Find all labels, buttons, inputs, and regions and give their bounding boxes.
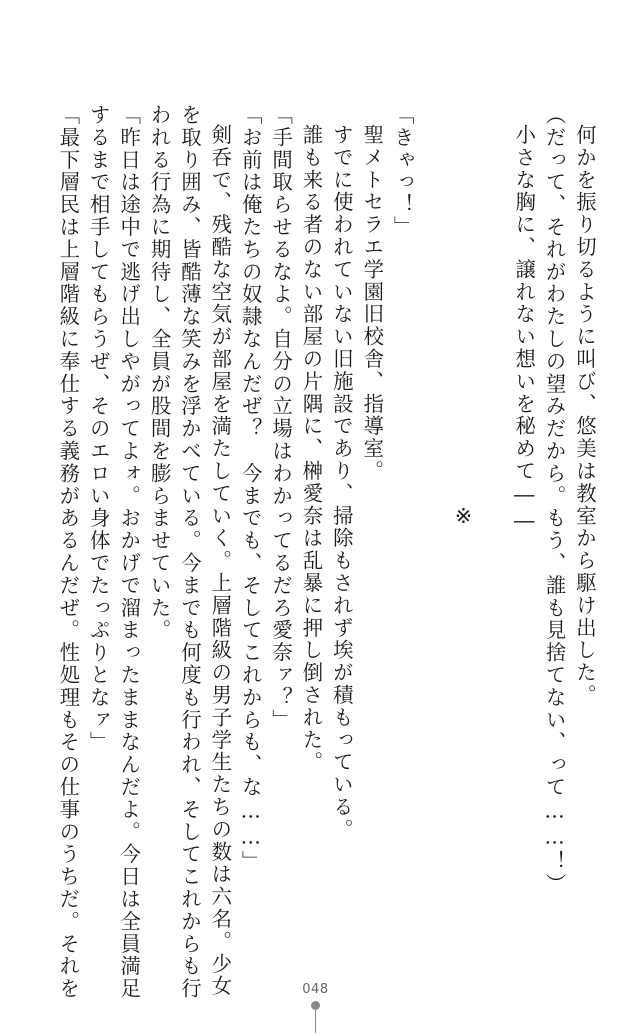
page-marker-line [315,1009,316,1033]
text-line-6: すでに使われていない旧施設であり、掃除もされず埃が積もっている。 [329,124,354,841]
text-line-15: 「最下層民は上層階級に奉仕する義務があるんだぜ。性処理もその仕事のうちだ。それを [56,104,81,1000]
text-line-3: 小さな胸に、譲れない想いを秘めて―― [512,124,537,535]
section-break-mark: ※ [451,504,476,530]
text-line-5: 聖メトセラエ学園旧校舎、指導室。 [360,124,385,483]
text-line-10: 剣呑で、残酷な空気が部屋を満たしていく。上層階級の男子学生たちの数は六名。少女 [208,124,233,998]
text-line-12: われる行為に期待し、全員が股間を膨らませていた。 [147,104,172,642]
text-line-2: （だって、それがわたしの望みだから。もう、誰も見捨てない、って……！） [542,104,567,896]
text-line-9: 「お前は俺たちの奴隷なんだぜ？ 今までも、そしてこれからも、な……」 [238,104,263,873]
text-line-8: 「手間取らせるなよ。自分の立場はわかってるだろ愛奈ァ？」 [269,104,294,732]
text-line-11: を取り囲み、皆酷薄な笑みを浮かべている。今までも何度も行われ、そしてこれからも行 [177,104,202,1000]
text-line-7: 誰も来る者のない部屋の片隅に、榊愛奈は乱暴に押し倒された。 [299,124,324,774]
text-line-14: するまで相手してもらうぜ、そのエロい身体でたっぷりとなァ」 [86,104,111,754]
text-line-1: 何かを振り切るように叫び、悠美は教室から駆け出した。 [573,124,597,707]
page-number: 048 [302,982,329,997]
text-line-4: 「きゃっ！」 [390,104,415,239]
text-line-13: 「昨日は途中で逃げ出しやがってよォ。おかげで溜まったままなんだよ。今日は全員満足 [117,104,142,1000]
